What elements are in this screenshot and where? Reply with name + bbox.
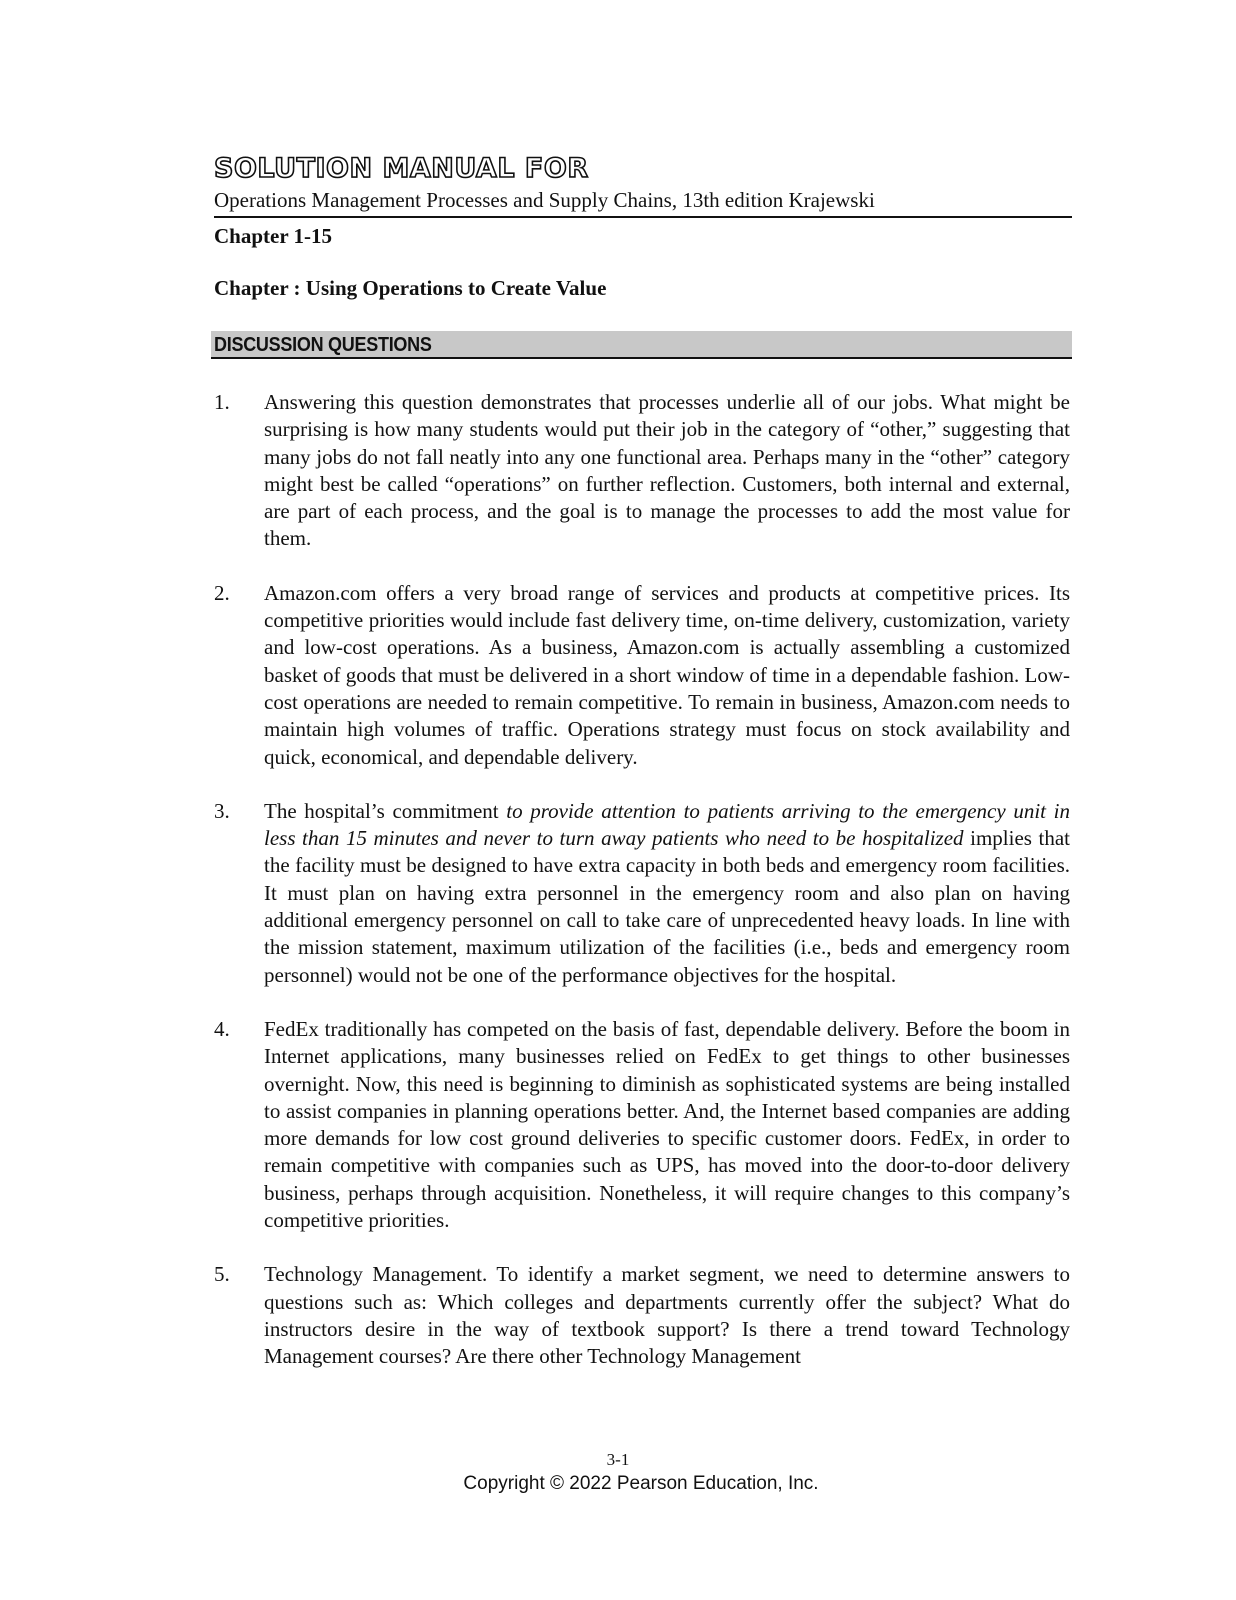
chapter-title: Chapter : Using Operations to Create Value xyxy=(214,276,607,300)
question-item xyxy=(214,798,1070,989)
question-item xyxy=(214,1016,1070,1234)
question-item xyxy=(214,580,1070,771)
book-subtitle: Operations Management Processes and Supply Chains, 13th edition Krajewski xyxy=(214,186,1072,218)
hospital-commitment-quote: to provide attention to patients arriving to the emergency unit in less than 15 minutes and never to turn away patients who need to be hospitalized xyxy=(264,798,1070,851)
question-answer-text-rest: implies that the facility must be designed to have extra capacity in both beds and emergency room facilities. It must plan on having extra personnel in the emergency room and also plan on having additional emergency personnel on call to take care of unprecedented heavy loads. In line with the mission statement, maximum utilization of the facilities (i.e., beds and emergency room personnel) would not be one of the performance objectives for the hospital. xyxy=(264,826,1070,987)
section-heading-bar xyxy=(211,331,1072,359)
question-number: 4. xyxy=(214,1016,230,1041)
question-number: 2. xyxy=(214,580,230,605)
question-item xyxy=(214,1261,1070,1370)
question-answer-text: Amazon.com offers a very broad range of services and products at competitive prices. Its competitive priorities would include fast delivery time, on-time delivery, customization, variety and low-cost operations. As a business, Amazon.com is actually assembling a customized basket of goods that must be delivered in a short window of time in a dependable fashion. Low-cost operations are needed to remain competitive. To remain in business, Amazon.com needs to maintain high volumes of traffic. Operations strategy must focus on stock availability and quick, economical, and dependable delivery. xyxy=(264,580,1070,769)
section-heading: DISCUSSION QUESTIONS xyxy=(214,334,432,356)
question-number: 3. xyxy=(214,798,230,823)
page-number: 3-1 xyxy=(606,1450,630,1469)
question-answer-text-lead: The hospital’s commitment xyxy=(264,798,507,823)
document-title: SOLUTION MANUAL FOR xyxy=(214,153,589,184)
discussion-questions-list xyxy=(214,389,1070,1398)
question-item xyxy=(214,389,1070,553)
question-number: 1. xyxy=(214,390,230,414)
document-header xyxy=(214,152,1072,302)
question-answer-text: Technology Management. To identify a market segment, we need to determine answers to questions such as: Which colleges and departments currently offer the subject? What do instructors desire in the way of textbook support? Is there a trend toward Technology Management courses? Are there other Technology Management xyxy=(264,1262,1070,1369)
chapter-range: Chapter 1-15 xyxy=(214,224,333,248)
question-answer-text: FedEx traditionally has competed on the basis of fast, dependable delivery. Before the boom in Internet applications, many businesses relied on FedEx to get things to other businesses overnight. Now, this need is beginning to diminish as sophisticated systems are being installed to assist companies in planning operations better. And, the Internet based companies are adding more demands for low cost ground deliveries to specific customer doors. FedEx, in order to remain competitive with companies such as UPS, has moved into the door-to-door delivery business, perhaps through acquisition. Nonetheless, it will require changes to this company’s competitive priorities. xyxy=(264,1016,1070,1233)
question-answer-text: Answering this question demonstrates that processes underlie all of our jobs. What might be surprising is how many students would put their job in the category of “other,” suggesting that many jobs do not fall neatly into any one functional area. Perhaps many in the “other” category might best be called “operations” on further reflection. Customers, both internal and external, are part of each process, and the goal is to manage the processes to add the most value for them. xyxy=(264,390,1070,551)
question-number: 5. xyxy=(214,1262,230,1287)
copyright-notice: Copyright © 2022 Pearson Education, Inc. xyxy=(463,1473,819,1494)
